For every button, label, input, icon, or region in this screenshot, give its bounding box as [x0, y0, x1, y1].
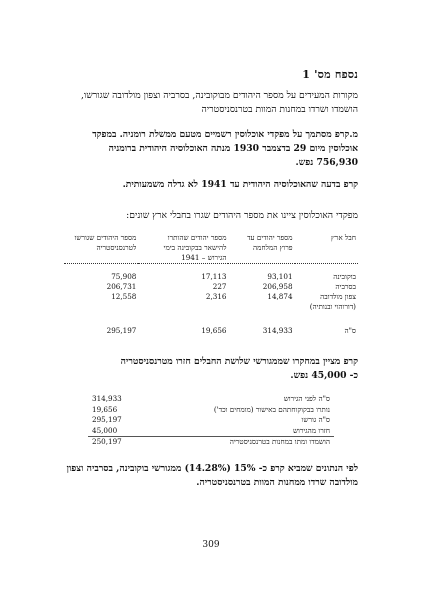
- table-total-row: [64, 326, 358, 336]
- header-prewar: מספר יהודים עד פרוץ המלחמה: [247, 233, 293, 252]
- cell-deported: 75,908: [111, 272, 137, 281]
- intro-paragraph: מקורות המעידים על מספר היהודים מבוקובינה, בסרביה וצפון מולדובה שגורשו, הושמדו ושרדו במחנות המוות בטרנסניסטריה: [81, 90, 358, 115]
- summary-value: 295,197: [92, 415, 122, 425]
- regions-table: [64, 233, 358, 336]
- cell-prewar: 93,101: [267, 272, 293, 281]
- header-allowed: מספר יהודים שהותרו להישאר בבקובינה בימי הגירוש – 1941: [163, 233, 227, 262]
- summary-value: 45,000: [88, 426, 156, 437]
- cell-allowed: 17,113: [201, 272, 227, 281]
- header-region: חבל ארץ: [331, 233, 356, 242]
- cell-region: בסרביה: [335, 282, 356, 291]
- summary-label: ס"ה לפני הגירוש: [283, 394, 330, 403]
- summary-value: 314,933: [92, 394, 122, 403]
- summary-label: חזרו מהגירוש: [156, 426, 334, 437]
- summary-table: [88, 394, 334, 448]
- summary-label: נותרו בבקוקוחתהם באישור (מומחים וכד'): [213, 404, 330, 414]
- region-note: (דורוהוי ובנותיה): [309, 302, 356, 311]
- cell-deported: 206,731: [106, 282, 137, 291]
- returned-count: כ- 45,000 נפש.: [290, 370, 358, 381]
- table-row: [64, 292, 358, 312]
- census-paragraph: מ.קרפ מסתמך על מפקדי אוכלוסין רשמיים מטעם ממשלת רומניה. במפקד אוכלוסין מיום 29 בדצמבר 1930 מנתה האוכלוסיה היהודית ברומניה 756,930 נפש.: [92, 129, 358, 168]
- summary-row: [88, 405, 334, 416]
- conclusion-paragraph: לפי הנתונים שמביא קרפ כ- 15% (14.28%) ממגורשי בוקובינה, בסרביה וצפון מולדובה שרדו ממחנות המוות בטרנסניסטריה.: [66, 463, 358, 488]
- summary-row: [88, 426, 334, 437]
- summary-value: 19,656: [92, 404, 118, 414]
- cell-deported: 12,558: [111, 292, 137, 301]
- summary-row: [88, 394, 334, 405]
- growth-paragraph: קרפ בדעה שהאוכלוסיה היהודית עד 1941 לא גדלה משמעותית.: [122, 179, 358, 190]
- summary-row: [88, 437, 334, 448]
- cell-total-allowed: 19,656: [201, 326, 227, 335]
- cell-region: בוקובינה: [333, 272, 356, 281]
- returned-paragraph: קרפ מציין במחקרו שממגורשי שלושת החבלים חזרו מטרנסניסטריה: [120, 356, 358, 367]
- cell-prewar: 206,958: [262, 282, 293, 291]
- summary-value: 250,197: [92, 437, 122, 447]
- table-row: [64, 282, 358, 292]
- cell-allowed: 227: [212, 282, 227, 291]
- cell-total-label: ס"ה: [344, 326, 356, 335]
- cell-prewar: 14,874: [267, 292, 293, 301]
- region-name: צפון מולדובה: [320, 292, 356, 301]
- cell-total-prewar: 314,933: [262, 326, 293, 335]
- regions-intro: מפקדי האוכלוסין ציינו את מספר היהודים שגרו בחבלי ארץ שונים:: [126, 210, 358, 221]
- cell-allowed: 2,316: [205, 292, 227, 301]
- appendix-title: נספח מס' 1: [302, 68, 358, 81]
- summary-label: ס"ה גורשו: [301, 415, 330, 425]
- page-number: 309: [202, 540, 220, 550]
- summary-row: [88, 415, 334, 426]
- header-deported: מספר היהודים שגורשו לטרנסניסטריה: [74, 233, 137, 252]
- table-header-row: [64, 233, 358, 264]
- summary-label: הושמדו ומתו במחנות בטרנסניסטריה: [229, 437, 330, 447]
- table-row: [64, 272, 358, 282]
- cell-region: [295, 292, 358, 312]
- cell-total-deported: 295,197: [106, 326, 137, 335]
